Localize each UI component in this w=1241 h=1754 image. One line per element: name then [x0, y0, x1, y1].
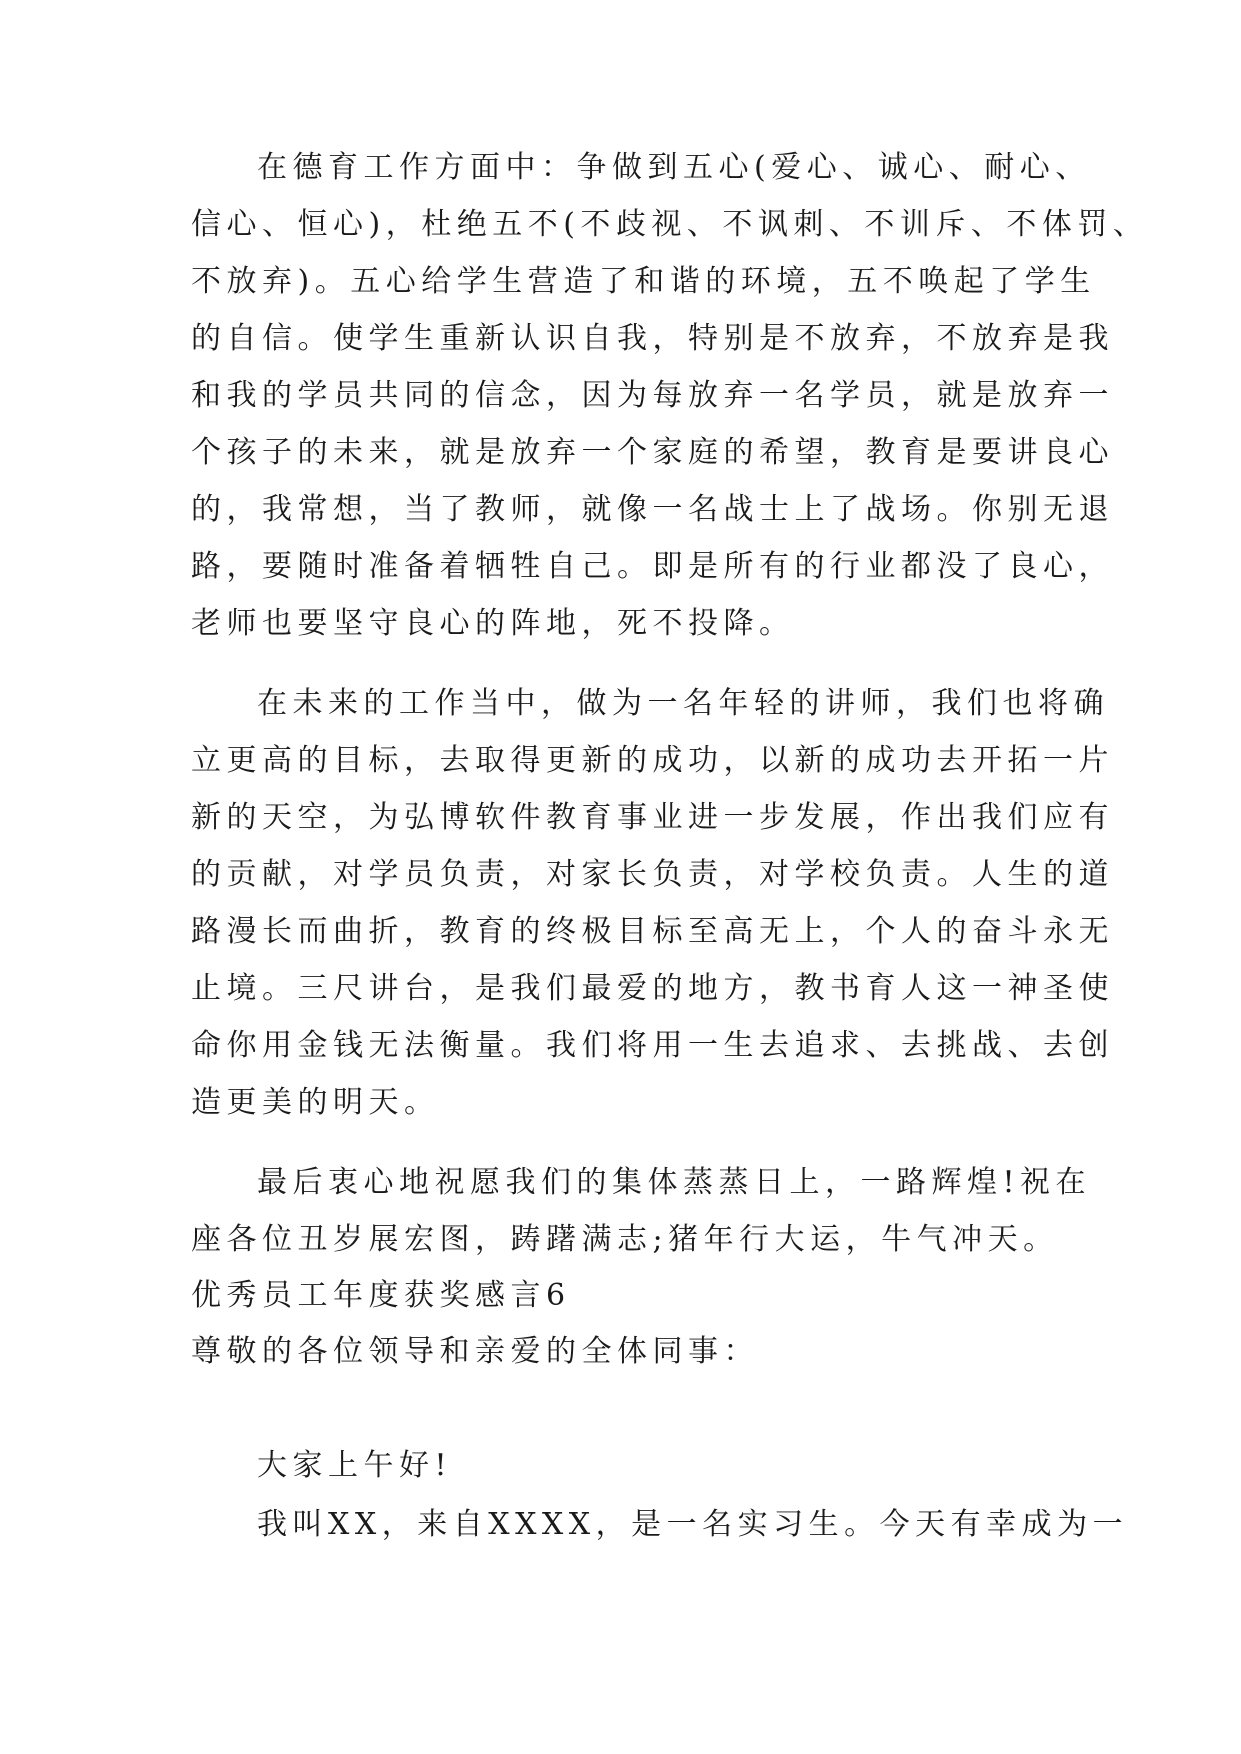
text-line: 的，我常想，当了教师，就像一名战士上了战场。你别无退: [191, 492, 1114, 527]
salutation: 尊敬的各位领导和亲爱的全体同事：: [191, 1334, 759, 1369]
text-line: 路漫长而曲折，教育的终极目标至高无上，个人的奋斗永无: [191, 914, 1114, 949]
section-heading: 优秀员工年度获奖感言6: [191, 1278, 571, 1313]
greeting: 大家上午好!: [257, 1448, 453, 1483]
text-line: 新的天空，为弘博软件教育事业进一步发展，作出我们应有: [191, 800, 1114, 835]
text-line: 路，要随时准备着牺牲自己。即是所有的行业都没了良心，: [191, 549, 1114, 584]
text-line: 信心、恒心)，杜绝五不(不歧视、不讽刺、不训斥、不体罚、: [191, 207, 1149, 242]
text-line: 不放弃)。五心给学生营造了和谐的环境，五不唤起了学生: [191, 264, 1096, 299]
text-line: 立更高的目标，去取得更新的成功，以新的成功去开拓一片: [191, 743, 1114, 778]
text-line: 我叫XX，来自XXXX，是一名实习生。今天有幸成为一: [257, 1507, 1129, 1542]
text-line: 造更美的明天。: [191, 1085, 440, 1120]
text-line: 最后衷心地祝愿我们的集体蒸蒸日上，一路辉煌!祝在: [257, 1165, 1092, 1200]
text-line: 座各位丑岁展宏图，踌躇满志;猪年行大运，牛气冲天。: [191, 1222, 1059, 1257]
text-line: 的自信。使学生重新认识自我，特别是不放弃，不放弃是我: [191, 321, 1114, 356]
text-line: 在德育工作方面中：争做到五心(爱心、诚心、耐心、: [257, 150, 1091, 185]
text-line: 个孩子的未来，就是放弃一个家庭的希望，教育是要讲良心: [191, 435, 1114, 470]
text-line: 老师也要坚守良心的阵地，死不投降。: [191, 606, 795, 641]
text-line: 和我的学员共同的信念，因为每放弃一名学员，就是放弃一: [191, 378, 1114, 413]
text-line: 止境。三尺讲台，是我们最爱的地方，教书育人这一神圣使: [191, 971, 1114, 1006]
text-line: 命你用金钱无法衡量。我们将用一生去追求、去挑战、去创: [191, 1028, 1114, 1063]
text-line: 的贡献，对学员负责，对家长负责，对学校负责。人生的道: [191, 857, 1114, 892]
text-line: 在未来的工作当中，做为一名年轻的讲师，我们也将确: [257, 686, 1109, 721]
